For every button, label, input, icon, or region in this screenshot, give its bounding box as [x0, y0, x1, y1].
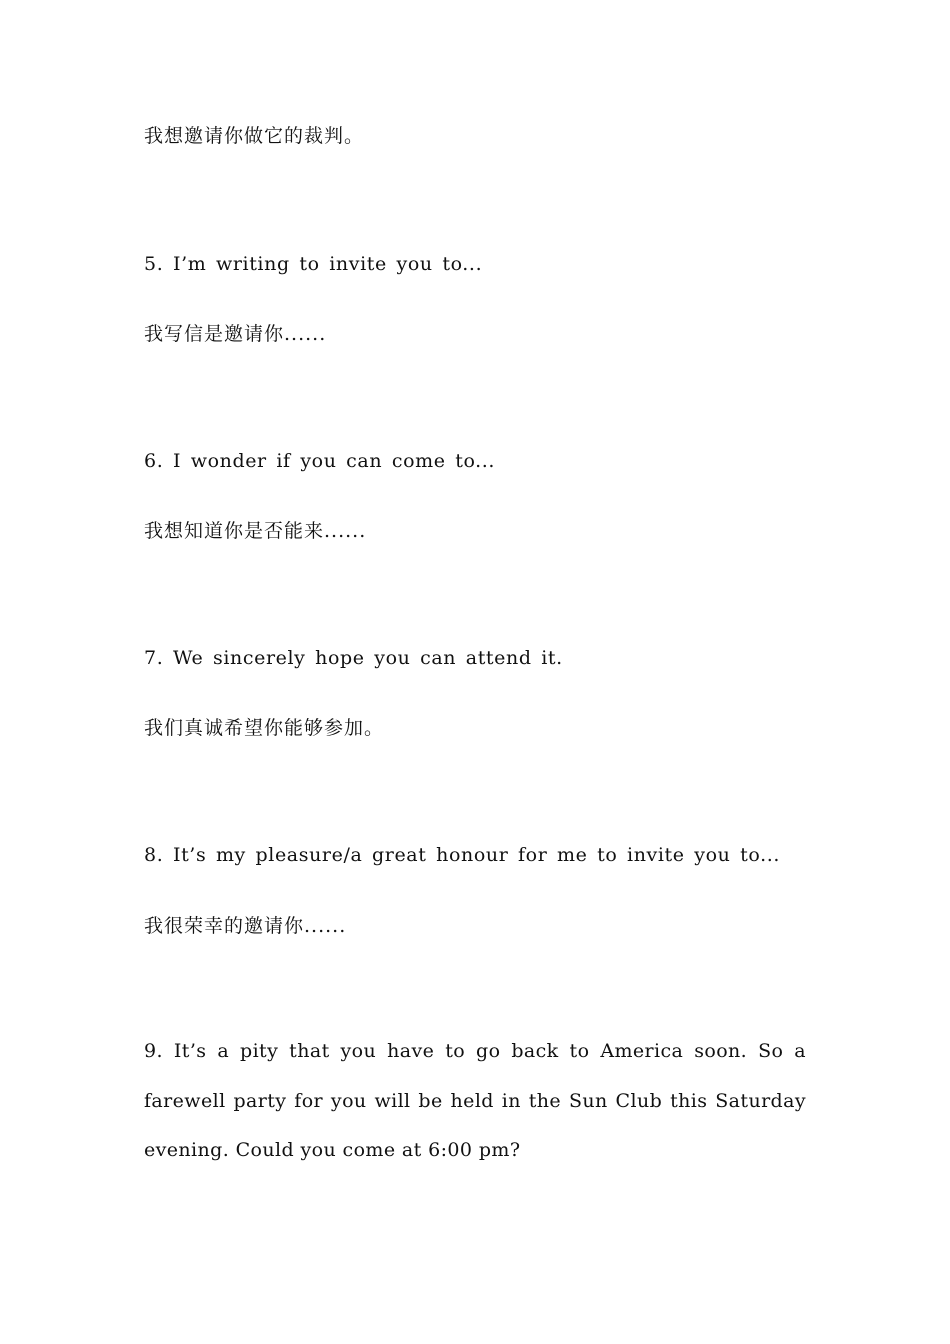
item-5-en: 5. I’m writing to invite you to... [144, 253, 483, 275]
item-8-en: 8. It’s my pleasure/a great honour for me to invite you to... [144, 844, 780, 866]
item-9-paragraph: 9. It’s a pity that you have to go back to America soon. So a farewell party for you will be held in the Sun Club this Saturday evening. Could you come at 6:00 pm? [144, 1040, 806, 1161]
item-7-en: 7. We sincerely hope you can attend it. [144, 647, 563, 669]
text-line-zh: 我想邀请你做它的裁判。 [144, 125, 365, 147]
item-8-zh: 我很荣幸的邀请你...... [144, 915, 347, 937]
item-6-zh: 我想知道你是否能来...... [144, 520, 367, 542]
item-5-zh: 我写信是邀请你...... [144, 323, 327, 345]
item-6-en: 6. I wonder if you can come to... [144, 450, 496, 472]
item-7-zh: 我们真诚希望你能够参加。 [144, 717, 385, 739]
